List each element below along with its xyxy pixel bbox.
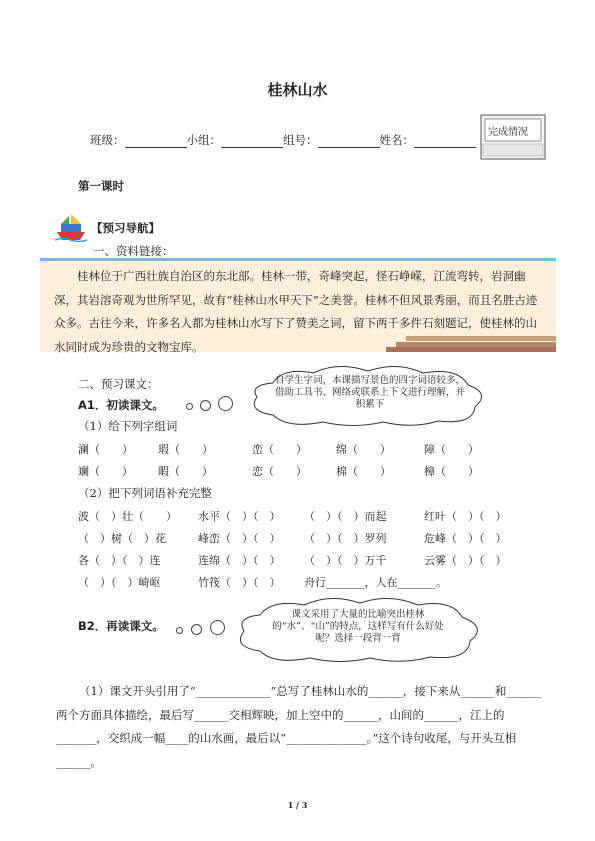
group-no-blank — [318, 136, 380, 148]
group-blank — [221, 136, 283, 148]
small-circle-icon — [186, 403, 193, 410]
zuci-item: 樟（ ） — [424, 465, 479, 478]
group-no-label: 组号： — [283, 133, 318, 147]
completion-badge — [480, 114, 548, 162]
class-label: 班级： — [90, 133, 125, 147]
zuci-item: 瑕（ ） — [158, 443, 213, 456]
lesson-heading: 第一课时 — [78, 179, 124, 193]
buchong-item: 云雾（ ）（ ） — [424, 554, 507, 567]
section-preview-heading: 二、预习课文： — [78, 377, 159, 391]
badge-frame-icon — [480, 114, 548, 162]
buchong-item: （ ）（ ）而起 — [304, 510, 387, 523]
a1-heading: A1．初读课文。 — [78, 398, 164, 412]
student-info-line — [90, 132, 476, 148]
question-paragraph: （1）课文开头引用了“_____________”总写了桂林山水的______，接下来从______和______两个方面具体描绘，最后写______交相辉映，加上空中的______，山间的______，江上的_______，交织成一幅____的山水画，最后以“______________。”这个诗句收尾，与开头互相______。 — [56, 684, 541, 769]
buchong-item: 波（ ）壮（ ） — [78, 510, 177, 523]
buchong-item: （ ）树（ ）花 — [78, 532, 166, 545]
buchong-item: （ ）（ ）万千 — [304, 554, 387, 567]
medium-circle-icon — [191, 624, 202, 635]
boat-icon — [55, 212, 87, 242]
small-circle-icon — [176, 627, 183, 634]
buchong-item: 水平（ ）（ ） — [198, 510, 281, 523]
name-label: 姓名： — [379, 133, 414, 147]
buchong-item: 舟行_______，人在_______。 — [304, 576, 447, 589]
zuci-item: 绵（ ） — [336, 443, 391, 456]
zuci-item: 障（ ） — [424, 443, 479, 456]
buchong-item: 危峰（ ）（ ） — [424, 532, 507, 545]
buchong-item: 峰峦（ ）（ ） — [198, 532, 281, 545]
zuci-item: 澜（ ） — [78, 443, 133, 456]
zuci-item: 恋（ ） — [252, 465, 307, 478]
buchong-item: （ ）（ ）罗列 — [304, 532, 387, 545]
page-number: 1 / 3 — [287, 800, 308, 810]
buchong-item: 连绵（ ）（ ） — [198, 554, 281, 567]
books-decoration-icon — [386, 332, 556, 352]
medium-circle-icon — [200, 400, 211, 411]
buchong-item: 各（ ）（ ）连 — [78, 554, 161, 567]
large-circle-icon — [210, 620, 225, 635]
buchong-item: 红叶（ ）（ ） — [424, 510, 507, 523]
section-material-heading: 一、资料链接： — [93, 244, 174, 258]
cloud-2-text: 课文采用了大量的比喻突出桂林的“水”、“山”的特点，这样写有什么好处呢？选择一段背一背 — [272, 609, 444, 644]
q2-label: （2）把下列词语补充完整 — [78, 486, 212, 500]
page-title: 桂林山水 — [267, 81, 328, 99]
q1-label: （1）给下列字组词 — [78, 419, 178, 433]
material-box — [40, 258, 556, 352]
group-label: 小组： — [186, 133, 221, 147]
zuci-item: 棉（ ） — [336, 465, 391, 478]
zuci-item: 斓（ ） — [78, 465, 133, 478]
zuci-item: 峦（ ） — [252, 443, 307, 456]
large-circle-icon — [218, 396, 233, 411]
zuci-item: 暇（ ） — [158, 465, 213, 478]
buchong-item: 竹筏（ ）（ ） — [198, 576, 281, 589]
b2-heading: B2．再读课文。 — [78, 619, 164, 633]
name-blank — [414, 136, 476, 148]
cloud-1-text: 自学生字词，本课描写景色的四字词语较多，借助工具书、网络或联系上下文进行理解，并积累下 — [275, 375, 466, 410]
preview-nav-heading: 【预习导航】 — [91, 221, 160, 235]
buchong-item: （ ）（ ）崎岖 — [78, 576, 161, 589]
material-text: 桂林位于广西壮族自治区的东北部。桂林一带，奇峰突起，怪石峥嵘，江流弯转，岩洞幽深，其岩溶奇观为世所罕见，故有“桂林山水甲天下”之美誉。桂林不但风景秀丽，而且名胜古迹众多。古往今来，许多名人都为桂林山水写下了赞美之词，留下两千多件石刻题记，使桂林的山水同时成为珍贵的文物宝库。 — [54, 269, 538, 354]
badge-text: 完成情况 — [488, 127, 528, 138]
class-blank — [125, 136, 187, 148]
